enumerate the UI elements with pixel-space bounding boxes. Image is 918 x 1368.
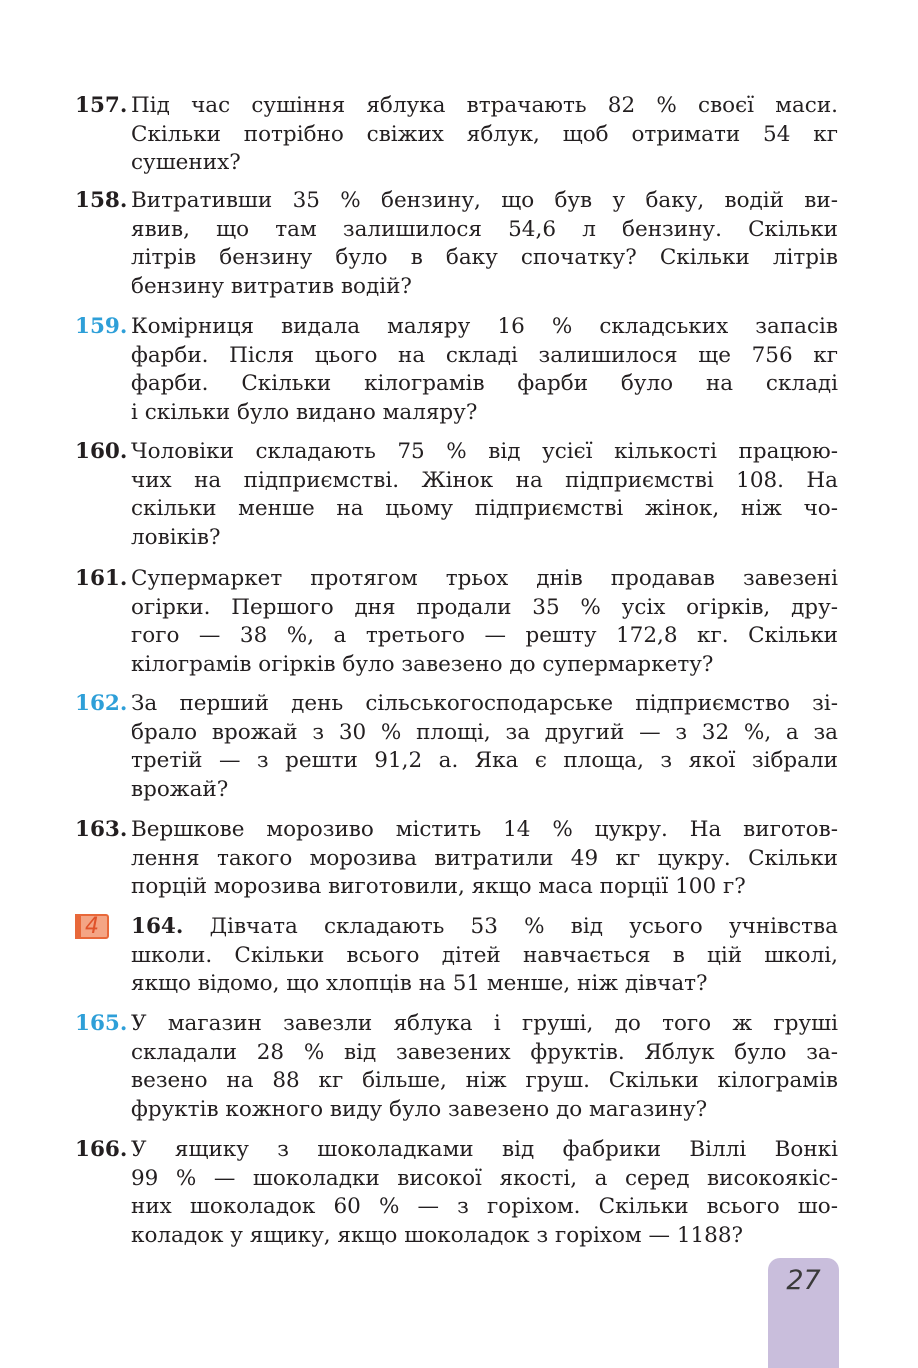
problem-number: 163. [75, 817, 128, 842]
problem-text [131, 92, 838, 178]
problem-text [131, 816, 838, 902]
problem-line: літрів бензину було в баку спочатку? Скільки літрів [131, 245, 838, 270]
problem-line: Під час сушіння яблука втрачають 82 % своєї маси. [131, 93, 838, 118]
problem-line: бензину витратив водій? [131, 273, 412, 299]
problem-number: 160. [75, 439, 128, 464]
problem-text [131, 313, 838, 427]
problem-line: них шоколадок 60 % — з горіхом. Скільки всього шо- [131, 1194, 838, 1219]
problem-line: фарби. Скільки кілограмів фарби було на складі [131, 371, 838, 396]
problem-line: фарби. Після цього на складі залишилося ще 756 кг [131, 342, 838, 368]
problem-line: Витративши 35 % бензину, що був у баку, водій ви- [131, 188, 838, 213]
problem-number: 158. [75, 188, 128, 213]
problem-line: і скільки було видано маляру? [131, 399, 478, 425]
badge-accent-bar [75, 914, 81, 939]
problem-line: сушених? [131, 150, 241, 175]
problem-text [131, 565, 838, 679]
problem-line-text: Дівчата складають 53 % від усього учнівства [209, 914, 838, 939]
problem-text [131, 1010, 838, 1124]
problem-line: Комірниця видала маляру 16 % складських запасів [131, 314, 838, 339]
problem-line: брало врожай з 30 % площі, за другий — з 32 %, а за [131, 719, 838, 745]
problem-line: школи. Скільки всього дітей навчається в цій школі, [131, 942, 838, 968]
problem-line: Скільки потрібно свіжих яблук, щоб отримати 54 кг [131, 121, 838, 147]
problem-line: порцій морозива виготовили, якщо маса порції 100 г? [131, 874, 746, 899]
problem-line: У ящику з шоколадками від фабрики Віллі Вонкі [131, 1137, 838, 1162]
problem-line: огірки. Першого дня продали 35 % усіх огірків, дру- [131, 594, 838, 620]
problem-text [131, 913, 838, 999]
problem-line: якщо відомо, що хлопців на 51 менше, ніж дівчат? [131, 971, 708, 996]
problem-text [131, 438, 838, 552]
problem-line: врожай? [131, 776, 229, 802]
problem-line: Вершкове морозиво містить 14 % цукру. На виготов- [131, 817, 838, 842]
problem-line: Супермаркет протягом трьох днів продавав завезені [131, 566, 838, 591]
problem-line: фруктів кожного виду було завезено до магазину? [131, 1096, 708, 1122]
problem-number: 166. [75, 1137, 128, 1162]
problem-line: Чоловіки складають 75 % від усієї кількості працюю- [131, 439, 838, 464]
problem-line: явив, що там залишилося 54,6 л бензину. Скільки [131, 216, 838, 242]
problem-text [131, 1136, 838, 1250]
page-number-tab [768, 1258, 839, 1368]
problem-number: 159. [75, 314, 128, 339]
problem-line: 99 % — шоколадки високої якості, а серед високоякіс- [131, 1165, 838, 1191]
problem-line: гого — 38 %, а третього — решту 172,8 кг. Скільки [131, 623, 838, 648]
problem-line: ловіків? [131, 524, 221, 550]
problem-line: За перший день сільськогосподарське підприємство зі- [131, 691, 838, 716]
problem-line: кілограмів огірків було завезено до супермаркету? [131, 651, 714, 677]
problem-number: 165. [75, 1011, 128, 1036]
problem-number: 157. [75, 93, 128, 118]
problem-line: третій — з решти 91,2 а. Яка є площа, з якої зібрали [131, 748, 838, 773]
problem-line: лення такого морозива витратили 49 кг цукру. Скільки [131, 845, 838, 871]
problem-line: чих на підприємстві. Жінок на підприємстві 108. На [131, 467, 838, 493]
difficulty-level-badge [75, 914, 109, 939]
problem-number: 161. [75, 566, 128, 591]
problem-line: везено на 88 кг більше, ніж груш. Скільки кілограмів [131, 1068, 838, 1093]
page-number: 27 [786, 1265, 821, 1296]
problem-line: складали 28 % від завезених фруктів. Яблук було за- [131, 1039, 838, 1065]
problem-number: 162. [75, 691, 128, 716]
problem-line [131, 913, 838, 942]
problem-line: коладок у ящику, якщо шоколадок з горіхом — 1188? [131, 1222, 744, 1248]
problem-line: У магазин завезли яблука і груші, до того ж груші [131, 1011, 838, 1036]
problem-text [131, 187, 838, 301]
problem-line: скільки менше на цьому підприємстві жінок, ніж чо- [131, 496, 838, 521]
problem-text [131, 690, 838, 804]
badge-level-digit: 4 [85, 914, 99, 939]
problem-number: 164. [131, 914, 184, 939]
